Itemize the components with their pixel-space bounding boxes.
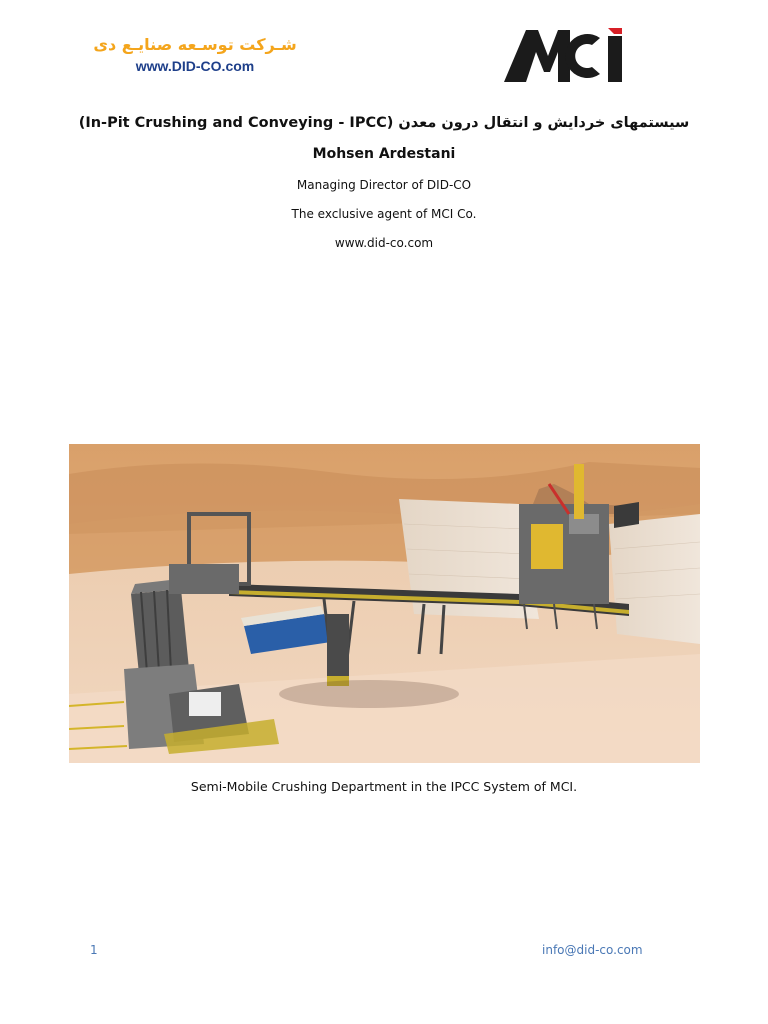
company-name-fa: شـرکت توسـعه صنایـع دی xyxy=(93,35,297,54)
contact-email-link[interactable]: info@did-co.com xyxy=(542,943,643,957)
page-number: 1 xyxy=(90,943,98,957)
document-title: سیستمهای خردایش و انتقال درون معدن (In-Pit Crushing and Conveying - IPCC) xyxy=(78,115,690,131)
mci-logo xyxy=(502,26,630,84)
author-role: Managing Director of DID-CO xyxy=(296,178,472,192)
author-website: www.did-co.com xyxy=(334,236,434,250)
company-url: www.DID-CO.com xyxy=(135,58,255,74)
did-co-logo xyxy=(90,34,300,82)
ipcc-plant-photo xyxy=(69,444,700,763)
author-agency: The exclusive agent of MCI Co. xyxy=(291,207,477,221)
author-name: Mohsen Ardestani xyxy=(312,146,456,162)
figure-caption: Semi-Mobile Crushing Department in the IPCC System of MCI. xyxy=(190,779,578,794)
